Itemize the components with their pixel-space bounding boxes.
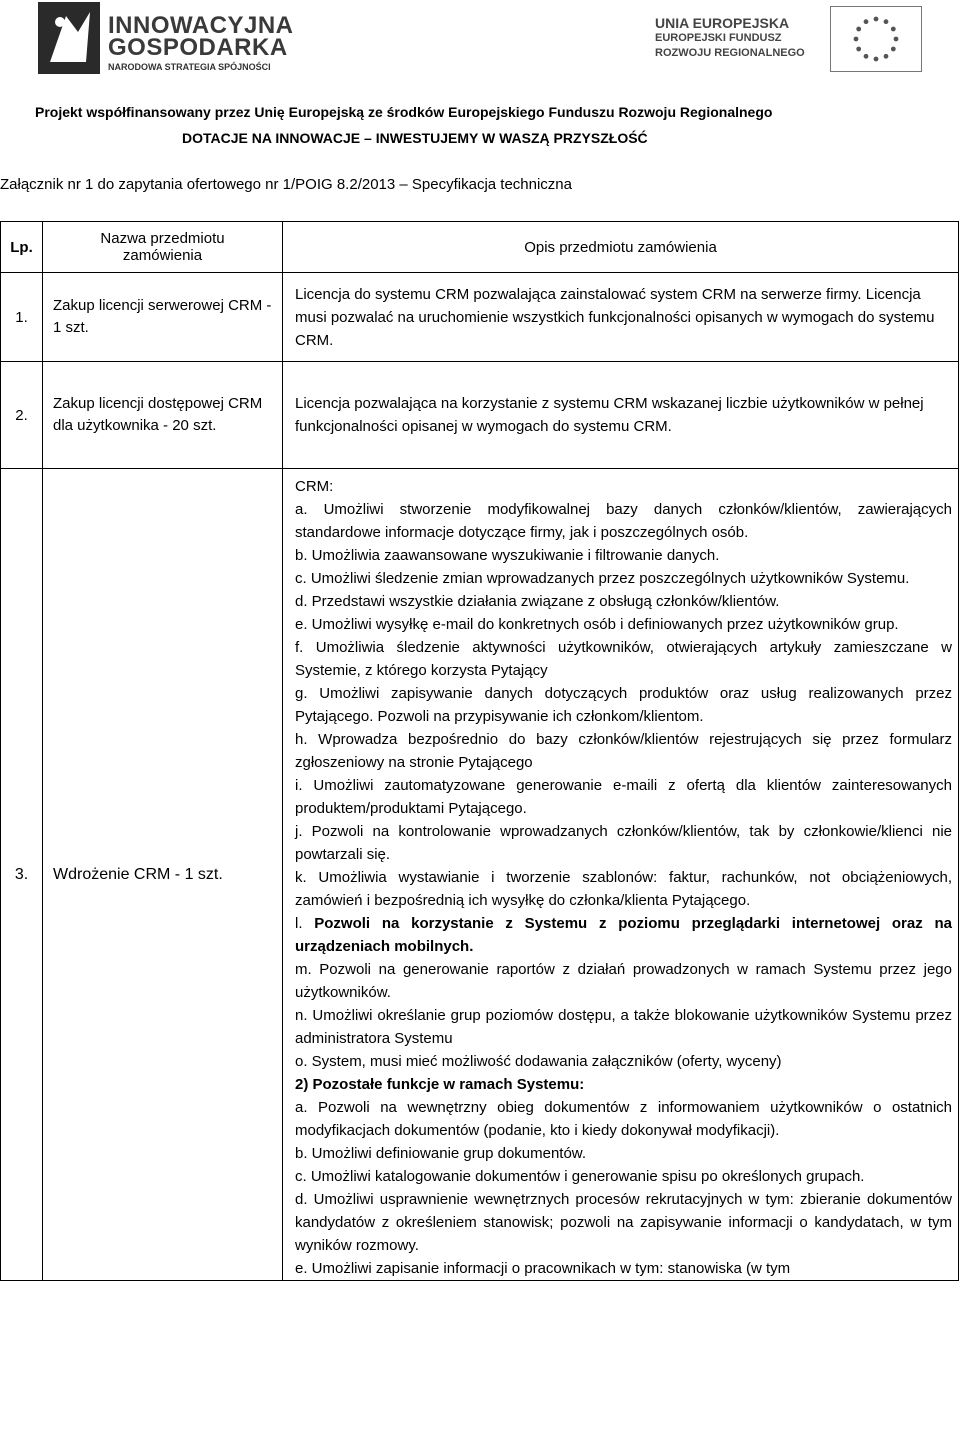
crm-requirements	[283, 469, 959, 1281]
other-function-item: a. Pozwoli na wewnętrzny obieg dokumentów z informowaniem użytkowników o ostatnich modyfikacjach dokumentów (podanie, kto i kiedy dokonywał modyfikacji).	[295, 1099, 952, 1139]
header-name: Nazwa przedmiotu zamówienia	[43, 222, 283, 273]
requirement-item: g. Umożliwi zapisywanie danych dotyczących produktów oraz usług realizowanych przez Pytającego. Pozwoli na przypisywanie ich członkom/klientom.	[295, 685, 952, 725]
row-lp: 2.	[1, 362, 43, 469]
row-name: Wdrożenie CRM - 1 szt.	[43, 469, 283, 1281]
requirement-item: m. Pozwoli na generowanie raportów z działań prowadzonych w ramach Systemu przez jego użytkowników.	[295, 961, 952, 1001]
innowacyjna-gospodarka-logo	[38, 2, 294, 74]
eu-flag-icon	[830, 6, 922, 72]
requirement-item: f. Umożliwia śledzenie aktywności użytkowników, otwierających artykuły zamieszczane w Systemie, z którego korzysta Pytający	[295, 639, 952, 679]
requirement-item: i. Umożliwi zautomatyzowane generowanie e-maili z ofertą dla klientów zainteresowanych produktem/produktami Pytającego.	[295, 777, 952, 817]
header-lp: Lp.	[1, 222, 43, 273]
crm-label: CRM:	[295, 478, 334, 495]
eu-logo-line2: EUROPEJSKI FUNDUSZ	[655, 32, 782, 44]
requirement-item: k. Umożliwia wystawianie i tworzenie szablonów: faktur, rachunków, not obciążeniowych, zamówień i bezpośrednią ich wysyłkę do członka/klienta Pytającego.	[295, 869, 952, 909]
slogan-line: DOTACJE NA INNOWACJE – INWESTUJEMY W WASZĄ PRZYSZŁOŚĆ	[182, 130, 648, 146]
requirement-item: o. System, musi mieć możliwość dodawania załączników (oferty, wyceny)	[295, 1053, 782, 1070]
row-lp: 3.	[1, 469, 43, 1281]
requirement-item: c. Umożliwi śledzenie zmian wprowadzanych przez poszczególnych użytkowników Systemu.	[295, 570, 910, 587]
row-name: Zakup licencji serwerowej CRM - 1 szt.	[43, 273, 283, 362]
requirement-item: j. Pozwoli na kontrolowanie wprowadzanych członków/klientów, tak by członkowie/klienci nie powtarzali się.	[295, 823, 952, 863]
requirement-item: n. Umożliwi określanie grup poziomów dostępu, a także blokowanie użytkowników Systemu przez administratora Systemu	[295, 1007, 952, 1047]
row-lp: 1.	[1, 273, 43, 362]
row-desc: Licencja do systemu CRM pozwalająca zainstalować system CRM na serwerze firmy. Licencja musi pozwalać na uruchomienie wszystkich funkcjonalności opisanych w wymogach do systemu CRM.	[283, 273, 959, 362]
requirement-item-l	[295, 912, 952, 958]
eu-logo	[655, 6, 925, 76]
other-function-item: e. Umożliwi zapisanie informacji o pracownikach w tym: stanowiska (w tym	[295, 1260, 791, 1277]
table-row	[1, 469, 959, 1281]
requirement-item: h. Wprowadza bezpośrednio do bazy członków/klientów rejestrujących się przez formularz zgłoszeniowy na stronie Pytającego	[295, 731, 952, 771]
item-l-prefix: l.	[295, 915, 315, 932]
logo-left-line1: INNOWACYJNA	[108, 12, 294, 39]
logo-left-line2: GOSPODARKA	[108, 34, 288, 61]
header-logos	[0, 0, 960, 95]
table-header-row	[1, 222, 959, 273]
eu-logo-line1: UNIA EUROPEJSKA	[655, 15, 790, 31]
header-desc: Opis przedmiotu zamówienia	[283, 222, 959, 273]
row-name: Zakup licencji dostępowej CRM dla użytkownika - 20 szt.	[43, 362, 283, 469]
table-row	[1, 273, 959, 362]
row-desc: Licencja pozwalająca na korzystanie z systemu CRM wskazanej liczbie użytkowników w pełnej funkcjonalności opisanej w wymogach do systemu CRM.	[283, 362, 959, 469]
specification-table	[0, 221, 959, 1281]
table-row	[1, 362, 959, 469]
attachment-title: Załącznik nr 1 do zapytania ofertowego nr 1/POIG 8.2/2013 – Specyfikacja techniczna	[0, 176, 572, 193]
item-l-text: Pozwoli na korzystanie z Systemu z poziomu przeglądarki internetowej oraz na urządzeniach mobilnych.	[295, 915, 952, 955]
eu-logo-line3: ROZWOJU REGIONALNEGO	[655, 47, 805, 59]
requirement-item: d. Przedstawi wszystkie działania związane z obsługą członków/klientów.	[295, 593, 780, 610]
logo-mark-icon	[38, 2, 100, 74]
logo-left-line3: NARODOWA STRATEGIA SPÓJNOŚCI	[108, 62, 271, 72]
requirement-item: b. Umożliwia zaawansowane wyszukiwanie i filtrowanie danych.	[295, 547, 720, 564]
requirement-item: e. Umożliwi wysyłkę e-mail do konkretnych osób i definiowanych przez użytkowników grup.	[295, 616, 899, 633]
other-function-item: b. Umożliwi definiowanie grup dokumentów.	[295, 1145, 586, 1162]
requirement-item: a. Umożliwi stworzenie modyfikowalnej bazy danych członków/klientów, zawierających standardowe informacje dotyczące firmy, jak i poszczególnych osób.	[295, 501, 952, 541]
cofinanced-line: Projekt współfinansowany przez Unię Europejską ze środków Europejskiego Funduszu Rozwoju Regionalnego	[35, 104, 773, 120]
eu-logo-text	[655, 16, 805, 61]
other-function-item: c. Umożliwi katalogowanie dokumentów i generowanie spisu po określonych grupach.	[295, 1168, 865, 1185]
other-function-item: d. Umożliwi usprawnienie wewnętrznych procesów rekrutacyjnych w tym: zbieranie dokumentów kandydatów z określeniem stanowisk; pozwoli na zapisywanie informacji o kandydatach, w tym wyników rozmowy.	[295, 1191, 952, 1254]
section2-title: 2) Pozostałe funkcje w ramach Systemu:	[295, 1076, 585, 1093]
